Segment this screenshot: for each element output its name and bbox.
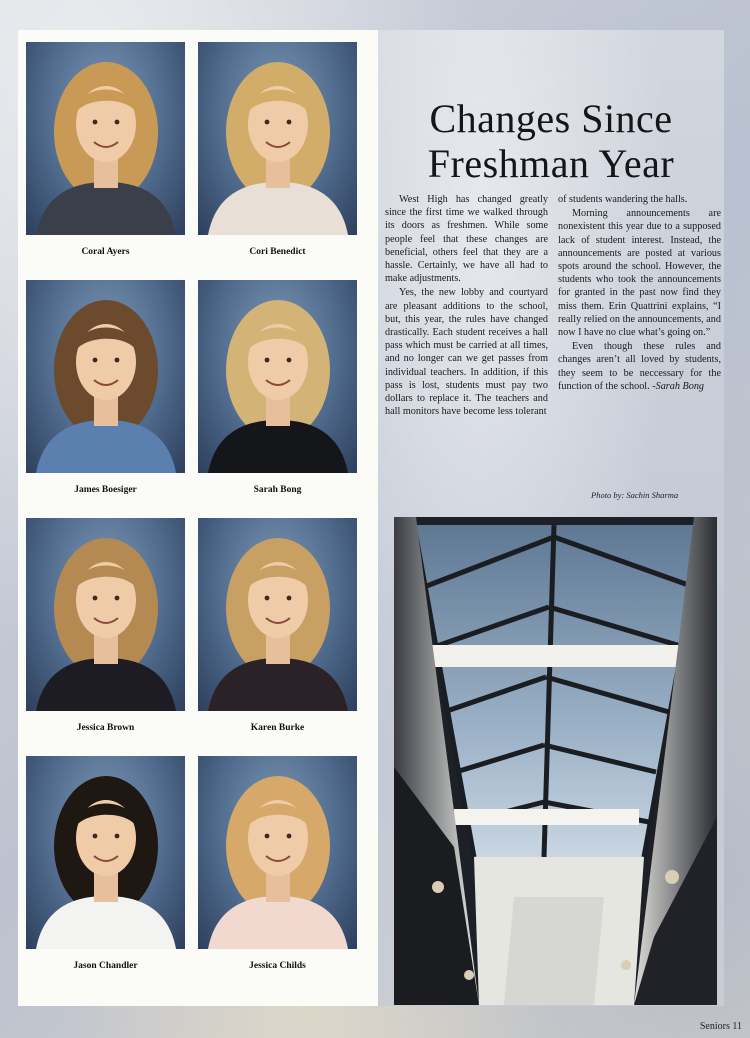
portrait-photo bbox=[198, 280, 357, 473]
portrait-illustration bbox=[198, 280, 357, 473]
senior-portrait bbox=[26, 756, 185, 971]
senior-portrait bbox=[198, 518, 357, 733]
portrait-illustration bbox=[198, 756, 357, 949]
senior-portrait bbox=[26, 518, 185, 733]
portrait-photo bbox=[26, 42, 185, 235]
senior-portrait bbox=[198, 756, 357, 971]
senior-portrait bbox=[198, 42, 357, 257]
skylight-illustration bbox=[394, 517, 717, 1005]
paragraph: Even though these rules and changes aren’t all loved by students, they seem to be neccessary for the function of the school. -Sarah Bong bbox=[558, 341, 721, 392]
senior-portrait bbox=[26, 42, 185, 257]
senior-portrait bbox=[26, 280, 185, 495]
portrait-caption: Jason Chandler bbox=[73, 961, 138, 971]
portrait-photo bbox=[26, 280, 185, 473]
paragraph: Yes, the new lobby and courtyard are pleasant additions to the school, but, this year, the rules have changed drastically. Each student receives a hall pass which must be carried at all times, and no longer can we get passes from individual teachers. In addition, if this pass is lost, students must pay two dollars to replace it. The teachers and hall monitors have become less tolerant bbox=[385, 287, 548, 418]
paragraph: West High has changed greatly since the first time we walked through its doors as freshmen. While some people feel that these changes are beneficial, others feel that they are a hassle. Certainly, we have all had to make adjustments. bbox=[385, 194, 548, 285]
portrait-caption: James Boesiger bbox=[74, 485, 137, 495]
portrait-illustration bbox=[26, 518, 185, 711]
portrait-panel bbox=[18, 30, 378, 1006]
portrait-illustration bbox=[198, 518, 357, 711]
portrait-caption: Sarah Bong bbox=[253, 485, 302, 495]
portrait-illustration bbox=[26, 756, 185, 949]
article-headline: Changes Since Freshman Year bbox=[427, 96, 675, 186]
paragraph: Morning announcements are nonexistent this year due to a supposed lack of student interest. Instead, the announcements are posted at various spots around the school. However, the students who took the announcements for granted in the past now find they miss them. Erin Quattrini explains, “I really relied on the announcements, and now I have no clue what’s going on.” bbox=[558, 208, 721, 339]
portrait-photo bbox=[26, 756, 185, 949]
byline: -Sarah Bong bbox=[652, 380, 705, 392]
photo-credit: Photo by: Sachin Sharma bbox=[591, 490, 679, 500]
portrait-caption: Cori Benedict bbox=[249, 247, 306, 257]
paragraph: of students wandering the halls. bbox=[558, 194, 688, 205]
portrait-photo bbox=[198, 756, 357, 949]
portrait-photo bbox=[198, 518, 357, 711]
article-column-2 bbox=[558, 193, 721, 418]
senior-portrait bbox=[198, 280, 357, 495]
portrait-photo bbox=[198, 42, 357, 235]
article-column-1 bbox=[385, 193, 548, 418]
article-body bbox=[385, 193, 721, 418]
skylight-photo bbox=[394, 517, 717, 1005]
portrait-caption: Coral Ayers bbox=[81, 247, 130, 257]
portrait-photo bbox=[26, 518, 185, 711]
portrait-caption: Karen Burke bbox=[250, 723, 305, 733]
portrait-illustration bbox=[26, 280, 185, 473]
portrait-caption: Jessica Childs bbox=[249, 961, 306, 971]
portrait-illustration bbox=[26, 42, 185, 235]
portrait-caption: Jessica Brown bbox=[76, 723, 135, 733]
portrait-illustration bbox=[198, 42, 357, 235]
page-folio: Seniors 11 bbox=[699, 1021, 742, 1032]
